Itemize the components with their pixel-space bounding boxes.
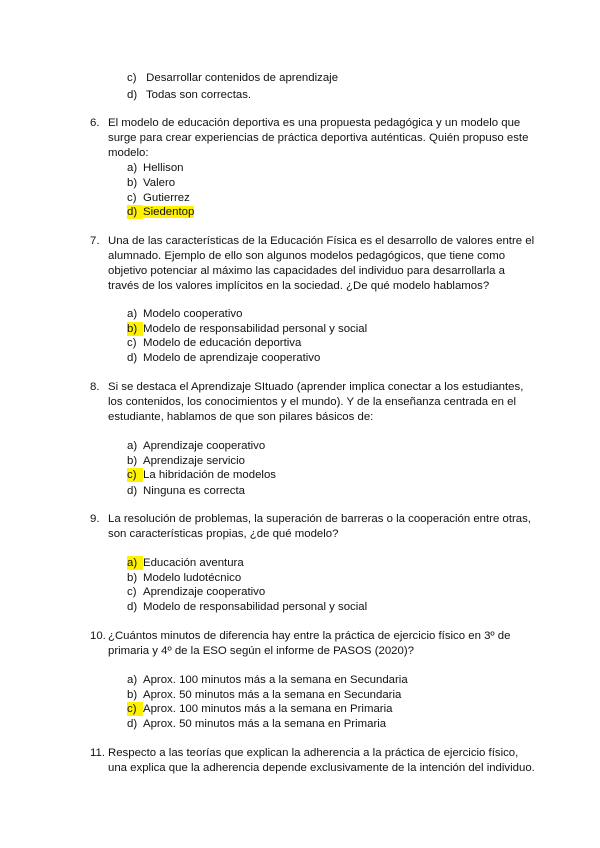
option-text: Modelo de responsabilidad personal y social <box>143 323 368 335</box>
option-text: Aprox. 100 minutos más a la semana en Secundaria <box>143 674 408 686</box>
option-a <box>127 161 184 175</box>
option-b <box>127 688 401 702</box>
option-letter: d) <box>127 718 138 730</box>
option-letter: d) <box>127 601 138 613</box>
question-number: 7. <box>90 235 100 247</box>
option-letter: d) <box>127 89 138 101</box>
option-d <box>127 484 245 498</box>
option-d <box>127 88 251 102</box>
question-number: 8. <box>90 381 100 393</box>
option-d <box>127 600 367 614</box>
question-text-line: través de los valores implícitos en la sociedad. ¿De qué modelo hablamos? <box>108 280 490 292</box>
option-text: Siedentop <box>143 206 195 218</box>
question-text-line: los contenidos, los conocimientos y el mundo). Y de la enseñanza centrada en el <box>108 396 516 408</box>
question-number: 10. <box>90 630 106 642</box>
option-text: Modelo de aprendizaje cooperativo <box>143 352 321 364</box>
question-text-line: Una de las características de la Educación Física es el desarrollo de valores entre el <box>108 235 535 247</box>
question-text-line: modelo: <box>108 147 149 159</box>
option-text: Aprox. 50 minutos más a la semana en Primaria <box>143 718 387 730</box>
question-text-line: objetivo potenciar al máximo las capacidades del individuo para desarrollarla a <box>108 265 505 277</box>
question-text-line: son características propias, ¿de qué modelo? <box>108 528 339 540</box>
option-letter: d) <box>127 205 143 219</box>
option-letter: b) <box>127 322 143 336</box>
option-text: Valero <box>143 177 176 189</box>
option-a <box>127 673 408 687</box>
option-text: Modelo ludotécnico <box>143 572 242 584</box>
option-letter: b) <box>127 455 138 467</box>
question-text-line: una explica que la adherencia depende exclusivamente de la intención del individuo. <box>108 762 535 774</box>
option-letter: c) <box>127 72 137 84</box>
option-text: Ninguna es correcta <box>143 485 245 497</box>
option-a <box>127 439 265 453</box>
option-text: Aprox. 50 minutos más a la semana en Secundaria <box>143 689 402 701</box>
option-c-highlighted <box>127 702 392 716</box>
option-b <box>127 176 175 190</box>
option-d <box>127 351 320 365</box>
option-text: Gutierrez <box>143 192 190 204</box>
option-text: Modelo cooperativo <box>143 308 243 320</box>
option-letter: c) <box>127 337 137 349</box>
option-text: Todas son correctas. <box>145 89 252 101</box>
question-text-line: estudiante, hablamos de que son pilares básicos de: <box>108 411 374 423</box>
option-text: Modelo de educación deportiva <box>143 337 302 349</box>
option-letter: a) <box>127 440 138 452</box>
option-b <box>127 571 241 585</box>
option-letter: b) <box>127 689 138 701</box>
question-text-line: alumnado. Ejemplo de ello son algunos modelos pedagógicos, que tiene como <box>108 250 506 262</box>
option-text: Desarrollar contenidos de aprendizaje <box>146 72 339 84</box>
option-b <box>127 454 245 468</box>
option-c <box>127 336 301 350</box>
option-letter: c) <box>127 702 143 716</box>
option-text: Aprendizaje cooperativo <box>143 586 266 598</box>
option-letter: a) <box>127 308 138 320</box>
question-number: 11. <box>90 747 105 759</box>
option-c-highlighted <box>127 468 276 482</box>
option-a <box>127 307 242 321</box>
question-text-line: ¿Cuántos minutos de diferencia hay entre la práctica de ejercicio físico en 3º de <box>108 630 511 642</box>
option-letter: b) <box>127 572 138 584</box>
option-letter: b) <box>127 177 138 189</box>
option-a-highlighted <box>127 556 244 570</box>
option-text: Aprendizaje servicio <box>143 455 245 467</box>
option-letter: a) <box>127 162 138 174</box>
question-text-line: La resolución de problemas, la superación de barreras o la cooperación entre otras, <box>108 513 531 525</box>
option-text: Aprendizaje cooperativo <box>143 440 266 452</box>
option-text: Educación aventura <box>143 557 244 569</box>
question-text-line: Si se destaca el Aprendizaje SItuado (aprender implica conectar a los estudiantes, <box>108 381 524 393</box>
option-text: La hibridación de modelos <box>143 469 276 481</box>
option-d-highlighted <box>127 205 194 219</box>
option-letter: c) <box>127 468 143 482</box>
question-number: 6. <box>90 117 100 129</box>
option-letter: c) <box>127 586 137 598</box>
option-b-highlighted <box>127 322 367 336</box>
option-c <box>127 71 338 85</box>
option-text: Aprox. 100 minutos más a la semana en Primaria <box>143 703 393 715</box>
option-letter: a) <box>127 556 143 570</box>
option-c <box>127 585 265 599</box>
option-c <box>127 191 190 205</box>
option-letter: c) <box>127 192 137 204</box>
option-text: Modelo de responsabilidad personal y social <box>143 601 368 613</box>
option-letter: d) <box>127 485 138 497</box>
question-text-line: Respecto a las teorías que explican la adherencia a la práctica de ejercicio físico, <box>108 747 519 759</box>
question-number: 9. <box>90 513 100 525</box>
question-text-line: El modelo de educación deportiva es una propuesta pedagógica y un modelo que <box>108 117 521 129</box>
option-text: Hellison <box>143 162 184 174</box>
option-letter: d) <box>127 352 138 364</box>
option-d <box>127 717 386 731</box>
option-letter: a) <box>127 674 138 686</box>
question-text-line: surge para crear experiencias de práctica deportiva auténticas. Quién propuso este <box>108 132 529 144</box>
question-text-line: primaria y 4º de la ESO según el informe de PASOS (2020)? <box>108 645 414 657</box>
